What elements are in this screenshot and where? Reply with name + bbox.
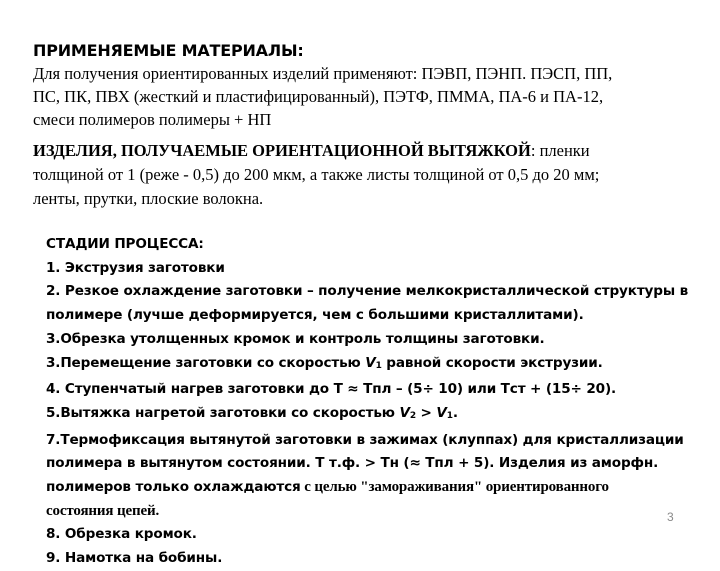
stage-7-line-3 xyxy=(46,476,696,500)
stage-7-line-2: полимера в вытянутом состоянии. Т т.ф. > Тн (≈ Тпл + 5). Изделия из аморфн. xyxy=(46,455,659,472)
stage-3-move xyxy=(46,352,696,379)
materials-line-3: смеси полимеров полимеры + НП xyxy=(33,110,272,129)
page-number: 3 xyxy=(667,510,674,524)
velocity-v1 xyxy=(365,355,382,371)
stage-5-text: 5.Вытяжка нагретой заготовки со скоростью xyxy=(46,404,400,421)
stage-3-move-tail: равной скорости экструзии. xyxy=(381,354,603,371)
velocity-subscript: 2 xyxy=(409,410,416,421)
stage-5-end: . xyxy=(452,404,458,421)
stage-2-line-1: 2. Резкое охлаждение заготовки – получение мелкокристаллической структуры в xyxy=(46,283,689,300)
materials-line-1: Для получения ориентированных изделий применяют: ПЭВП, ПЭНП. ПЭСП, ПП, xyxy=(33,64,613,83)
stage-2-line-2: полимере (лучше деформируется, чем с большими кристаллитами). xyxy=(46,307,584,324)
velocity-subscript: 1 xyxy=(375,360,382,371)
stage-7-line-4: состояния цепей. xyxy=(46,502,160,519)
stage-7-line-3-sans: полимеров только охлаждаются xyxy=(46,479,301,496)
products-heading: ИЗДЕЛИЯ, ПОЛУЧАЕМЫЕ ОРИЕНТАЦИОННОЙ ВЫТЯЖКОЙ xyxy=(33,141,531,160)
stage-8: 8. Обрезка кромок. xyxy=(46,526,197,543)
velocity-symbol: V xyxy=(399,404,410,421)
velocity-v2 xyxy=(399,405,416,421)
stage-1: 1. Экструзия заготовки xyxy=(46,259,225,276)
products-section xyxy=(33,139,693,211)
products-line-1 xyxy=(33,139,693,163)
stage-5 xyxy=(46,402,696,429)
stages-section xyxy=(46,233,696,571)
materials-heading: ПРИМЕНЯЕМЫЕ МАТЕРИАЛЫ: xyxy=(33,41,304,60)
velocity-symbol: V xyxy=(365,354,376,371)
stages-heading: СТАДИИ ПРОЦЕССА: xyxy=(46,236,204,252)
materials-section xyxy=(33,39,693,131)
stage-9: 9. Намотка на бобины. xyxy=(46,550,223,567)
materials-line-2: ПС, ПК, ПВХ (жесткий и пластифицированный), ПЭТФ, ПММА, ПА-6 и ПА-12, xyxy=(33,87,604,106)
stage-3-trim: 3.Обрезка утолщенных кромок и контроль толщины заготовки. xyxy=(46,330,545,347)
stage-7-line-1: 7.Термофиксация вытянутой заготовки в зажимах (клуппах) для кристаллизации xyxy=(46,431,684,448)
stage-7-line-3-serif: с целью "замораживания" ориентированного xyxy=(300,479,609,496)
stage-3-move-text: 3.Перемещение заготовки со скоростью xyxy=(46,354,366,371)
velocity-symbol: V xyxy=(436,404,447,421)
velocity-v1 xyxy=(436,405,453,421)
products-line-3: ленты, прутки, плоские волокна. xyxy=(33,189,264,208)
greater-than-sign: > xyxy=(415,404,437,421)
velocity-subscript: 1 xyxy=(446,410,453,421)
products-line-2: толщиной от 1 (реже - 0,5) до 200 мкм, а также листы толщиной от 0,5 до 20 мм; xyxy=(33,165,600,184)
stage-4: 4. Ступенчатый нагрев заготовки до Т ≈ Тпл – (5÷ 10) или Тст + (15÷ 20). xyxy=(46,381,617,398)
products-first-tail: : пленки xyxy=(530,141,590,160)
